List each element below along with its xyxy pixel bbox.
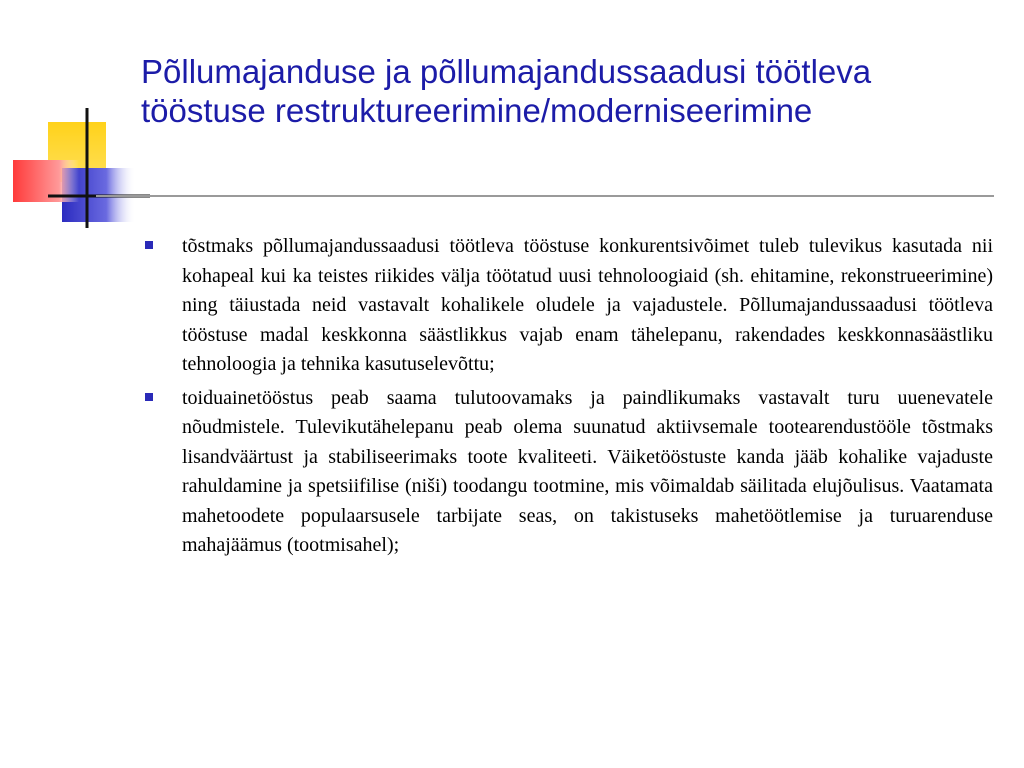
- list-item: [145, 384, 993, 561]
- title-divider: [96, 195, 994, 197]
- square-bullet-icon: [145, 393, 153, 401]
- decorative-squares-logo: [0, 0, 160, 240]
- square-bullet-icon: [145, 241, 153, 249]
- list-item: [145, 232, 993, 380]
- bullet-text: toiduainetööstus peab saama tulutoovamaks ja paindlikumaks vastavalt turu uuenevatele nõudmistele. Tulevikutähelepanu peab olema suunatud aktiivsemale tootearendustööle tõstmaks lisandväärtust ja stabiliseerimaks toote kvaliteeti. Väiketööstuste kanda jääb kohalike vajaduste rahuldamine ja spetsiifilise (niši) toodangu tootmine, mis võimaldab säilitada elujõulisus. Vaatamata mahetoodete populaarsusele tarbijate seas, on takistuseks mahetöötlemise ja turuarenduse mahajäämus (tootmisahel);: [182, 386, 993, 556]
- bullet-text: tõstmaks põllumajandussaadusi töötleva tööstuse konkurentsivõimet tuleb tulevikus kasutada nii kohapeal kui ka teistes riikides välja töötatud uusi tehnoloogiaid (sh. ehitamine, rekonstrueerimine) ning täiustada neid vastavalt kohalikele oludele ja vajadustele. Põllumajandussaadusi töötleva tööstuse madal keskkonna säästlikkus vajab enam tähelepanu, rakendades keskkonnasäästliku tehnoloogia ja tehnika kasutuselevõttu;: [182, 235, 993, 375]
- bullet-list: [145, 232, 993, 565]
- slide-title: Põllumajanduse ja põllumajandussaadusi töötleva tööstuse restruktureerimine/moderniseerimine: [141, 53, 872, 129]
